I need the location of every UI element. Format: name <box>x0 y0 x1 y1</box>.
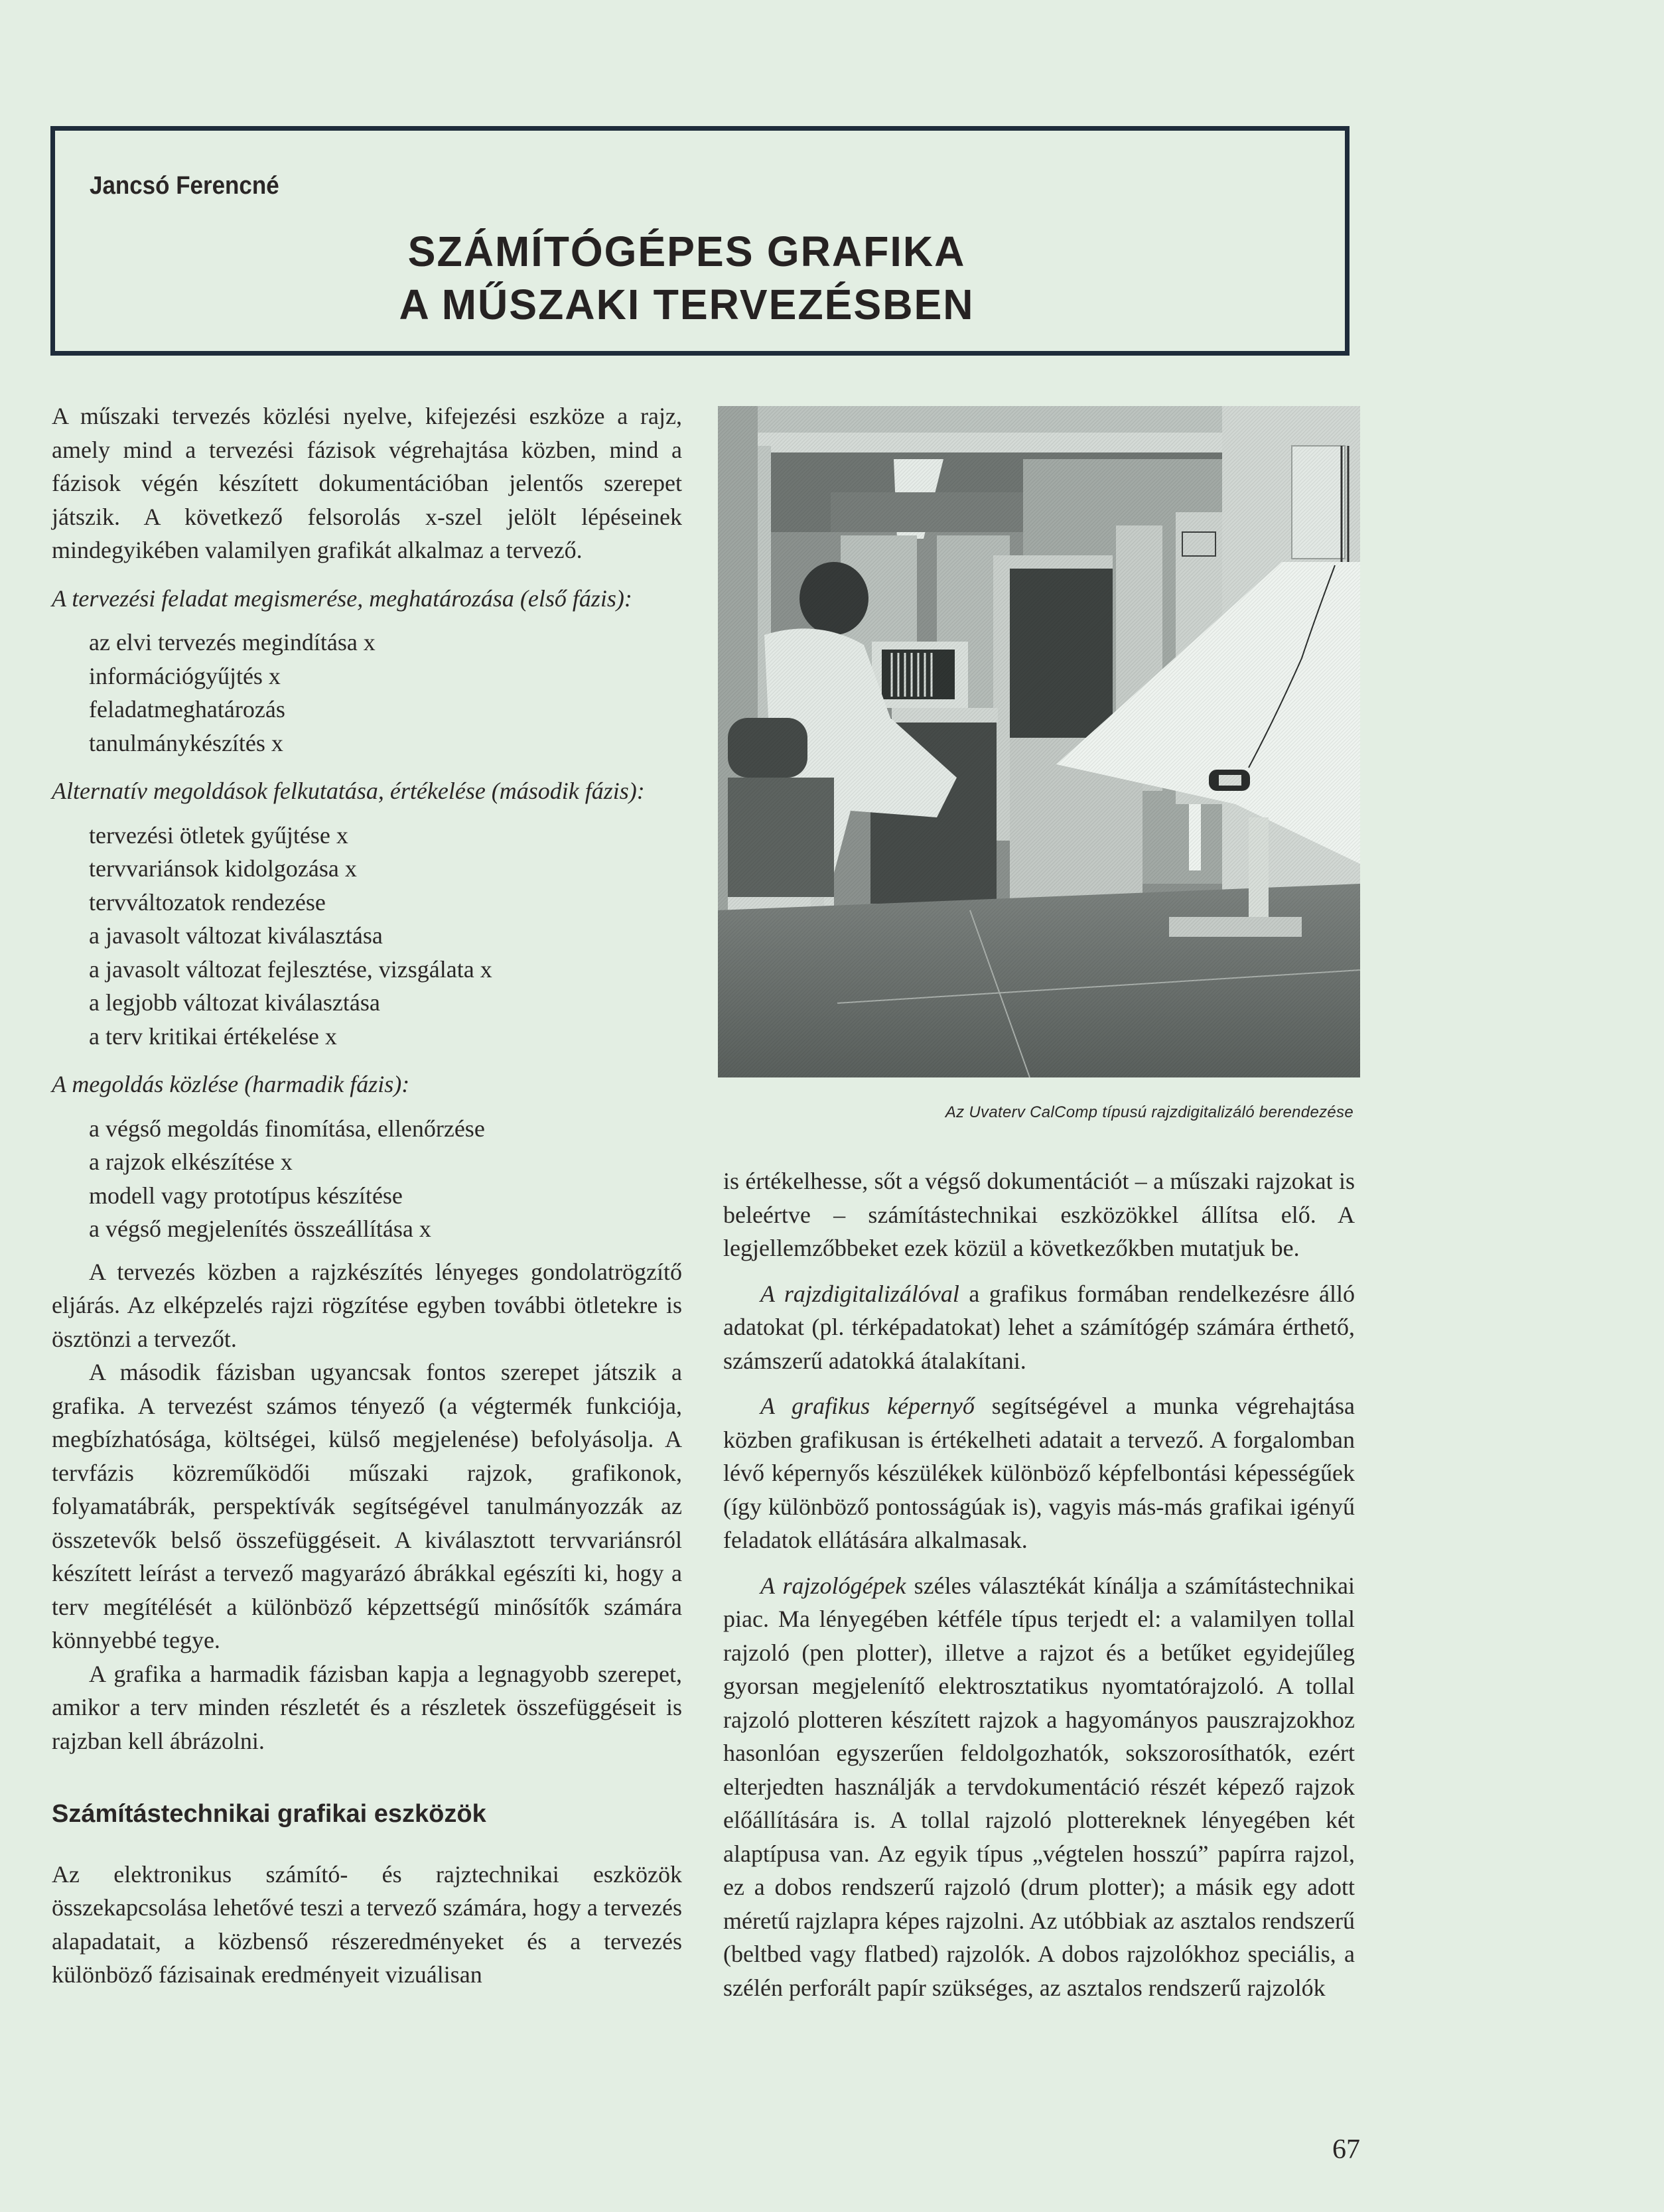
step-item: a javasolt változat kiválasztása <box>89 922 383 949</box>
step-item: a végső megoldás finomítása, ellenőrzése <box>89 1115 485 1142</box>
phase-heading: Alternatív megoldások felkutatása, értékelése (második fázis): <box>52 778 645 804</box>
step-item: a terv kritikai értékelése x <box>89 1022 337 1050</box>
article-title <box>55 225 1345 331</box>
digitizer-text: a grafikus formában rendelkezésre álló adatokat (pl. térképadatokat) lehet a számítógép számára érthető, számszerű adatokká átalakítani. <box>723 1280 1355 1374</box>
phase-1 <box>52 582 682 760</box>
body-paragraph: A második fázisban ugyancsak fontos szerepet játszik a grafika. A tervezést számos tényező (a végtermék funkciója, megbízhatósága, költségei, külső megjelenése) befolyásolja. A tervfázis közreműködői műszaki rajzok, grafikonok, folyamatábrák, perspektívák segítségével tanulmányozzák az összetevők belső összefüggéseit. A kiválasztott tervvariánsról készített leírást a tervező magyarázó ábrákkal egészíti ki, hogy a terv megítélését a különböző képzettségű minősítők számára könnyebbé tegye. <box>52 1359 682 1653</box>
phase-heading: A megoldás közlése (harmadik fázis): <box>52 1071 410 1097</box>
screen-paragraph <box>723 1389 1355 1557</box>
phase-heading: A tervezési feladat megismerése, meghatározása (első fázis): <box>52 585 632 612</box>
step-item: feladatmeghatározás <box>89 696 285 723</box>
digitizer-room-photo <box>718 406 1360 1077</box>
body-paragraph: A tervezés közben a rajzkészítés lényeges gondolatrögzítő eljárás. Az elképzelés rajzi rögzítése egyben további ötletekre is ösztönzi a tervezőt. <box>52 1258 682 1352</box>
page-number: 67 <box>1332 2134 1360 2165</box>
right-column <box>723 1164 1355 2004</box>
step-item: modell vagy prototípus készítése <box>89 1182 403 1209</box>
step-item: a javasolt változat fejlesztése, vizsgálata x <box>89 955 492 983</box>
plotters-text: széles választékát kínálja a számítástechnikai piac. Ma lényegében kétféle típus terjedt el: a valamilyen tollal rajzoló (pen plotter), illetve a rajzot és a betűket egyidejűleg gyorsan megjelenítő elektrosztatikus nyomtatórajzoló. A tollal rajzoló plotteren készített rajzok a hagyományos pauszrajzokhoz hasonlóan egyszerűen feldolgozhatók, sokszorosíthatók, ezért elterjedten használják a tervdokumentáció részét képező rajzok előállítására is. A tollal rajzoló plottereknek lényegében két alaptípusa van. Az egyik típus „végtelen hosszú” papírra rajzol, ez a dobos rendszerű rajzoló (drum plotter); a másik egy adott méretű rajzlapra képes rajzolni. Az utóbbiak az asztalos rendszerű (beltbed vagy flatbed) rajzolók. A dobos rajzolókhoz speciális, a szélén perforált papír szükséges, az asztalos rendszerű rajzolók <box>723 1572 1355 2001</box>
term-plotters: A rajzológépek <box>760 1572 906 1599</box>
figure-photo <box>718 406 1360 1077</box>
left-column <box>52 399 682 1992</box>
step-item: információgyűjtés x <box>89 662 281 689</box>
step-item: a legjobb változat kiválasztása <box>89 989 380 1016</box>
step-item: a végső megjelenítés összeállítása x <box>89 1215 431 1242</box>
step-item: tervvariánsok kidolgozása x <box>89 855 357 882</box>
phase-steps <box>52 819 682 1054</box>
section-paragraph: Az elektronikus számító- és rajztechnikai eszközök összekapcsolása lehetővé teszi a tervező számára, hogy a tervezés alapadatait, a közbenső részeredményeket és a tervezés különböző fázisainak eredményeit vizuálisan <box>52 1860 682 1988</box>
continuation-paragraph: is értékelhesse, sőt a végső dokumentációt – a műszaki rajzokat is beleértve – számítástechnikai eszközökkel állítsa elő. A legjellemzőbbeket ezek közül a következőkben mutatjuk be. <box>723 1168 1355 1261</box>
term-digitizer: A rajzdigitalizálóval <box>760 1280 959 1307</box>
phase-2 <box>52 774 682 1053</box>
screen-text: segítségével a munka végrehajtása közben grafikusan is értékelheti adatait a tervező. A forgalomban lévő képernyős készülékek különböző képfelbontási képességűek (így különböző pontosságúak is), vagyis más-más grafikai igényű feladatok ellátására alkalmasak. <box>723 1393 1355 1553</box>
plotters-paragraph <box>723 1569 1355 2005</box>
term-screen: A grafikus képernyő <box>760 1393 975 1419</box>
intro-paragraph: A műszaki tervezés közlési nyelve, kifejezési eszköze a rajz, amely mind a tervezési fázisok végrehajtása közben, mind a fázisok végén készített dokumentációban jelentős szerepet játszik. A következő felsorolás x-szel jelölt lépéseinek mindegyikében valamilyen grafikát alkalmaz a tervező. <box>52 403 682 563</box>
article-title-line-1: SZÁMÍTÓGÉPES GRAFIKA <box>407 228 966 275</box>
author-name: Jancsó Ferencné <box>90 172 279 200</box>
body-paragraph: A grafika a harmadik fázisban kapja a legnagyobb szerepet, amikor a terv minden részletét és a részletek összefüggéseit is rajzban kell ábrázolni. <box>52 1660 682 1754</box>
step-item: a rajzok elkészítése x <box>89 1148 293 1175</box>
step-item: tervváltozatok rendezése <box>89 888 326 916</box>
phase-steps <box>52 1112 682 1246</box>
digitizer-paragraph <box>723 1277 1355 1378</box>
phase-steps <box>52 626 682 760</box>
step-item: tervezési ötletek gyűjtése x <box>89 821 348 849</box>
article-title-line-2: A MŰSZAKI TERVEZÉSBEN <box>399 281 975 328</box>
title-frame <box>50 126 1350 356</box>
phase-3 <box>52 1068 682 1246</box>
figure-caption: Az Uvaterv CalComp típusú rajzdigitalizáló berendezése <box>945 1103 1353 1121</box>
step-item: az elvi tervezés megindítása x <box>89 629 376 656</box>
step-item: tanulmánykészítés x <box>89 729 283 756</box>
section-heading: Számítástechnikai grafikai eszközök <box>52 1800 486 1828</box>
